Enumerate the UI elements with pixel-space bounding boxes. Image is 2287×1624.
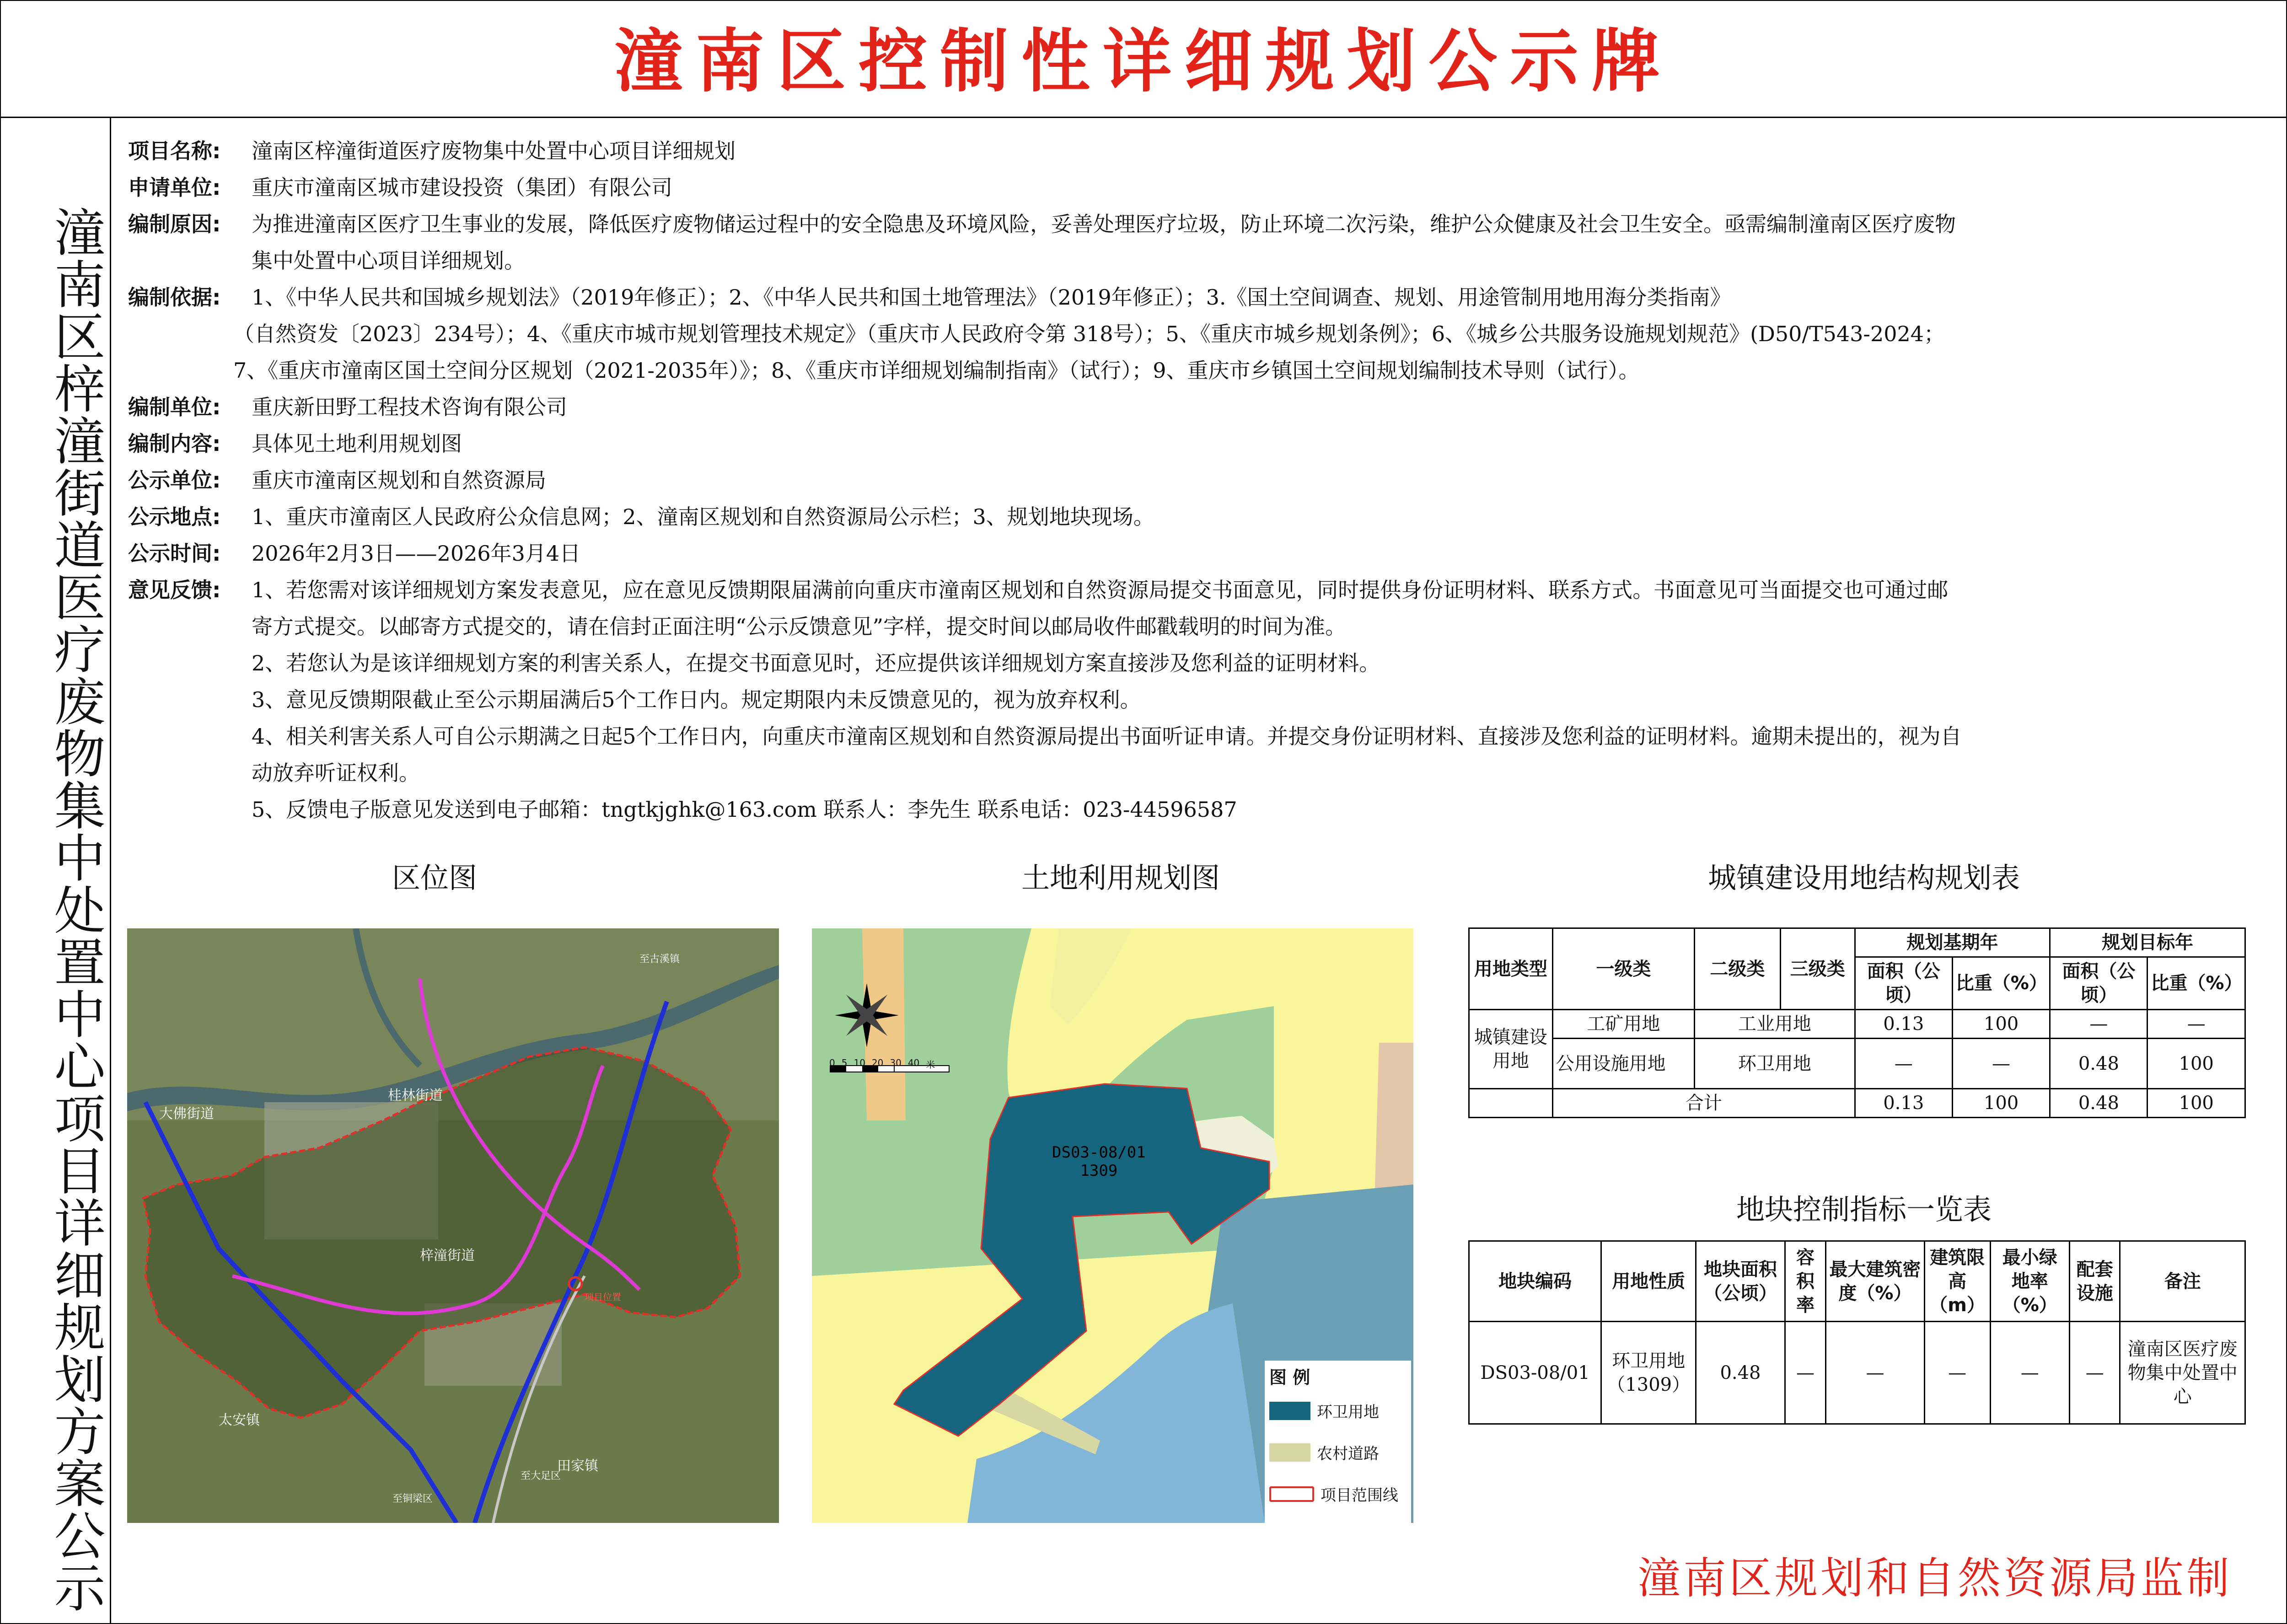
th-area-2: 面积（公顷） xyxy=(2050,957,2147,1010)
cell: 潼南区医疗废物集中处置中心 xyxy=(2120,1322,2245,1424)
scale-tick: 10 xyxy=(854,1057,865,1068)
legend-swatch xyxy=(1269,1443,1310,1462)
table-row xyxy=(1469,1039,2245,1089)
th: 备注 xyxy=(2120,1241,2245,1322)
cell: — xyxy=(1826,1322,1925,1424)
parcel-code: DS03-08/01 xyxy=(1052,1143,1146,1162)
content: 具体见土地利用规划图 xyxy=(252,431,462,456)
label-guilin: 桂林街道 xyxy=(388,1088,443,1104)
scale-ticks xyxy=(829,1057,935,1071)
cell: 0.48 xyxy=(2050,1089,2147,1118)
applicant: 重庆市潼南区城市建设投资（集团）有限公司 xyxy=(252,175,672,200)
cell: — xyxy=(2050,1010,2147,1039)
label-zhitongliang: 至铜梁区 xyxy=(392,1493,433,1505)
label-tianjia: 田家镇 xyxy=(557,1458,598,1474)
project-name: 潼南区梓潼街道医疗废物集中处置中心项目详细规划 xyxy=(252,139,735,163)
cell-total: 合计 xyxy=(1552,1089,1855,1118)
th-target: 规划目标年 xyxy=(2050,928,2245,957)
label-compiler: 编制单位: xyxy=(128,395,221,419)
th-l1: 一级类 xyxy=(1552,928,1694,1010)
th-type: 用地类型 xyxy=(1469,928,1553,1010)
cell: 环卫用地（1309） xyxy=(1601,1322,1696,1424)
th-ratio-1: 比重（%） xyxy=(1952,957,2050,1010)
feedback-4: 4、相关利害关系人可自公示期满之日起5个工作日内，向重庆市潼南区规划和自然资源局提出书面听证申请。并提交身份证明材料、直接涉及您利益的证明材料。逾期未提出的，视为自 xyxy=(252,724,1962,749)
side-divider xyxy=(110,117,111,1624)
basis-cont: （自然资发〔2023〕234号）；4、《重庆市城市规划管理技术规定》（重庆市人民政府令第 318号）；5、《重庆市城乡规划条例》；6、《城乡公共服务设施规划规范》(D50/T543-2024； xyxy=(233,322,1945,346)
location-map xyxy=(127,928,779,1523)
legend-label: 项目范围线 xyxy=(1321,1486,1398,1505)
label-dafo: 大佛街道 xyxy=(159,1106,214,1122)
time: 2026年2月3日——2026年3月4日 xyxy=(252,541,581,566)
legend-item xyxy=(1265,1483,1411,1505)
cell: 100 xyxy=(2147,1089,2245,1118)
label-time: 公示时间: xyxy=(128,541,221,566)
footer-credit: 潼南区规划和自然资源局监制 xyxy=(1637,1554,2232,1603)
th: 最大建筑密度（%） xyxy=(1826,1241,1925,1322)
cell xyxy=(1469,1089,1553,1118)
th-l3: 三级类 xyxy=(1780,928,1855,1010)
landuse-map xyxy=(812,928,1413,1523)
cell: DS03-08/01 xyxy=(1469,1322,1601,1424)
scale-tick: 5 xyxy=(841,1057,848,1068)
cell: — xyxy=(1952,1039,2050,1089)
cell: 100 xyxy=(1952,1010,2050,1039)
location: 1、重庆市潼南区人民政府公众信息网；2、潼南区规划和自然资源局公示栏；3、规划地块现场。 xyxy=(252,504,1154,529)
cell: 公用设施用地 xyxy=(1552,1039,1694,1089)
parcel-label xyxy=(1052,1143,1146,1180)
title-divider xyxy=(0,117,2287,118)
cell-cat: 城镇建设用地 xyxy=(1469,1010,1553,1089)
th: 容积率 xyxy=(1785,1241,1825,1322)
label-content: 编制内容: xyxy=(128,431,221,456)
legend-label: 农村道路 xyxy=(1317,1445,1379,1463)
label-location: 公示地点: xyxy=(128,504,221,529)
parcel-num: 1309 xyxy=(1080,1162,1118,1180)
cell: 100 xyxy=(1952,1089,2050,1118)
th: 地块编码 xyxy=(1469,1241,1601,1322)
table-row xyxy=(1469,1010,2245,1039)
cell: 0.13 xyxy=(1855,1010,1952,1039)
land-structure-table xyxy=(1468,927,2246,1118)
reason-cont: 集中处置中心项目详细规划。 xyxy=(252,248,525,273)
feedback-1b: 寄方式提交。以邮寄方式提交的，请在信封正面注明“公示反馈意见”字样，提交时间以邮局收件邮戳载明的时间为准。 xyxy=(252,614,1347,639)
label-zhigu: 至古溪镇 xyxy=(639,954,680,965)
label-applicant: 申请单位: xyxy=(128,175,221,200)
cell: 0.48 xyxy=(1696,1322,1785,1424)
feedback-1: 1、若您需对该详细规划方案发表意见，应在意见反馈期限届满前向重庆市潼南区规划和自然资源局提交书面意见，同时提供身份证明材料、联系方式。书面意见可当面提交也可通过邮 xyxy=(252,578,1949,602)
label-taian: 太安镇 xyxy=(219,1412,260,1428)
basis: 1、《中华人民共和国城乡规划法》（2019年修正）；2、《中华人民共和国土地管理法》（2019年修正）；3.《国土空间调查、规划、用途管制用地用海分类指南》 xyxy=(252,285,1731,310)
scale-tick: 30 xyxy=(890,1057,902,1068)
compiler: 重庆新田野工程技术咨询有限公司 xyxy=(252,395,567,419)
legend-label: 环卫用地 xyxy=(1317,1403,1379,1421)
th: 配套设施 xyxy=(2070,1241,2120,1322)
th: 地块面积（公顷） xyxy=(1696,1241,1785,1322)
cell: 0.13 xyxy=(1855,1089,1952,1118)
location-map-title: 区位图 xyxy=(392,861,477,895)
parcel-indicator-table xyxy=(1468,1240,2246,1425)
reason: 为推进潼南区医疗卫生事业的发展，降低医疗废物储运过程中的安全隐患及环境风险，妥善处理医疗垃圾，防止环境二次污染，维护公众健康及社会卫生安全。亟需编制潼南区医疗废物 xyxy=(252,212,1956,236)
cell: — xyxy=(1785,1322,1825,1424)
cell: 工业用地 xyxy=(1695,1010,1855,1039)
label-zhidazu: 至大足区 xyxy=(521,1470,561,1482)
legend-swatch xyxy=(1269,1402,1310,1420)
board-title: 潼南区控制性详细规划公示牌 xyxy=(614,22,1673,102)
th-area-1: 面积（公顷） xyxy=(1855,957,1952,1010)
legend-swatch xyxy=(1269,1486,1314,1502)
cell: — xyxy=(2147,1010,2245,1039)
label-site: 项目位置 xyxy=(585,1292,621,1302)
feedback-4b: 动放弃听证权利。 xyxy=(252,761,420,785)
feedback-3: 3、意见反馈期限截止至公示期届满后5个工作日内。规定期限内未反馈意见的，视为放弃权利。 xyxy=(252,687,1141,712)
vertical-title: 潼南区梓潼街道医疗废物集中处置中心项目详细规划方案公示 xyxy=(46,206,105,1613)
legend xyxy=(1265,1361,1411,1523)
cell: 环卫用地 xyxy=(1695,1039,1855,1089)
basis-cont2: 7、《重庆市潼南区国土空间分区规划（2021-2035年）》；8、《重庆市详细规划编制指南》（试行）；9、重庆市乡镇国土空间规划编制技术导则（试行）。 xyxy=(233,358,1640,383)
scale-tick: 40 xyxy=(907,1057,920,1068)
legend-item xyxy=(1265,1399,1411,1422)
cell: 0.48 xyxy=(2050,1039,2147,1089)
location-map-svg xyxy=(127,928,779,1523)
table-row xyxy=(1469,1322,2245,1424)
cell: — xyxy=(2070,1322,2120,1424)
table-row xyxy=(1469,1089,2245,1118)
label-reason: 编制原因: xyxy=(128,212,221,236)
landuse-map-title: 土地利用规划图 xyxy=(1021,861,1220,895)
th-base: 规划基期年 xyxy=(1855,928,2050,957)
label-zitong: 梓潼街道 xyxy=(420,1248,475,1264)
table1-title: 城镇建设用地结构规划表 xyxy=(1707,861,2020,895)
label-feedback: 意见反馈: xyxy=(128,578,221,602)
table2-title: 地块控制指标一览表 xyxy=(1736,1193,1992,1226)
scale-tick: 20 xyxy=(871,1057,884,1068)
label-basis: 编制依据: xyxy=(128,285,221,310)
feedback-5: 5、反馈电子版意见发送到电子邮箱：tngtkjghk@163.com 联系人：李先生 联系电话：023-44596587 xyxy=(252,797,1237,822)
cell: 100 xyxy=(2147,1039,2245,1089)
cell: — xyxy=(1924,1322,1990,1424)
legend-item xyxy=(1265,1441,1411,1463)
cell: 工矿用地 xyxy=(1552,1010,1694,1039)
scale-unit: 米 xyxy=(926,1059,935,1070)
th-l2: 二级类 xyxy=(1695,928,1781,1010)
scale-tick: 0 xyxy=(829,1057,835,1068)
project-info xyxy=(128,133,2241,828)
cell: — xyxy=(1990,1322,2070,1424)
label-publisher: 公示单位: xyxy=(128,468,221,493)
publisher: 重庆市潼南区规划和自然资源局 xyxy=(252,468,546,493)
label-project-name: 项目名称: xyxy=(128,139,221,163)
th: 用地性质 xyxy=(1601,1241,1696,1322)
feedback-2: 2、若您认为是该详细规划方案的利害关系人，在提交书面意见时，还应提供该详细规划方案直接涉及您利益的证明材料。 xyxy=(252,651,1380,675)
th-ratio-2: 比重（%） xyxy=(2147,957,2245,1010)
legend-title: 图 例 xyxy=(1269,1367,1310,1388)
cell: — xyxy=(1855,1039,1952,1089)
th: 最小绿地率（%） xyxy=(1990,1241,2070,1322)
th: 建筑限高（m） xyxy=(1924,1241,1990,1322)
